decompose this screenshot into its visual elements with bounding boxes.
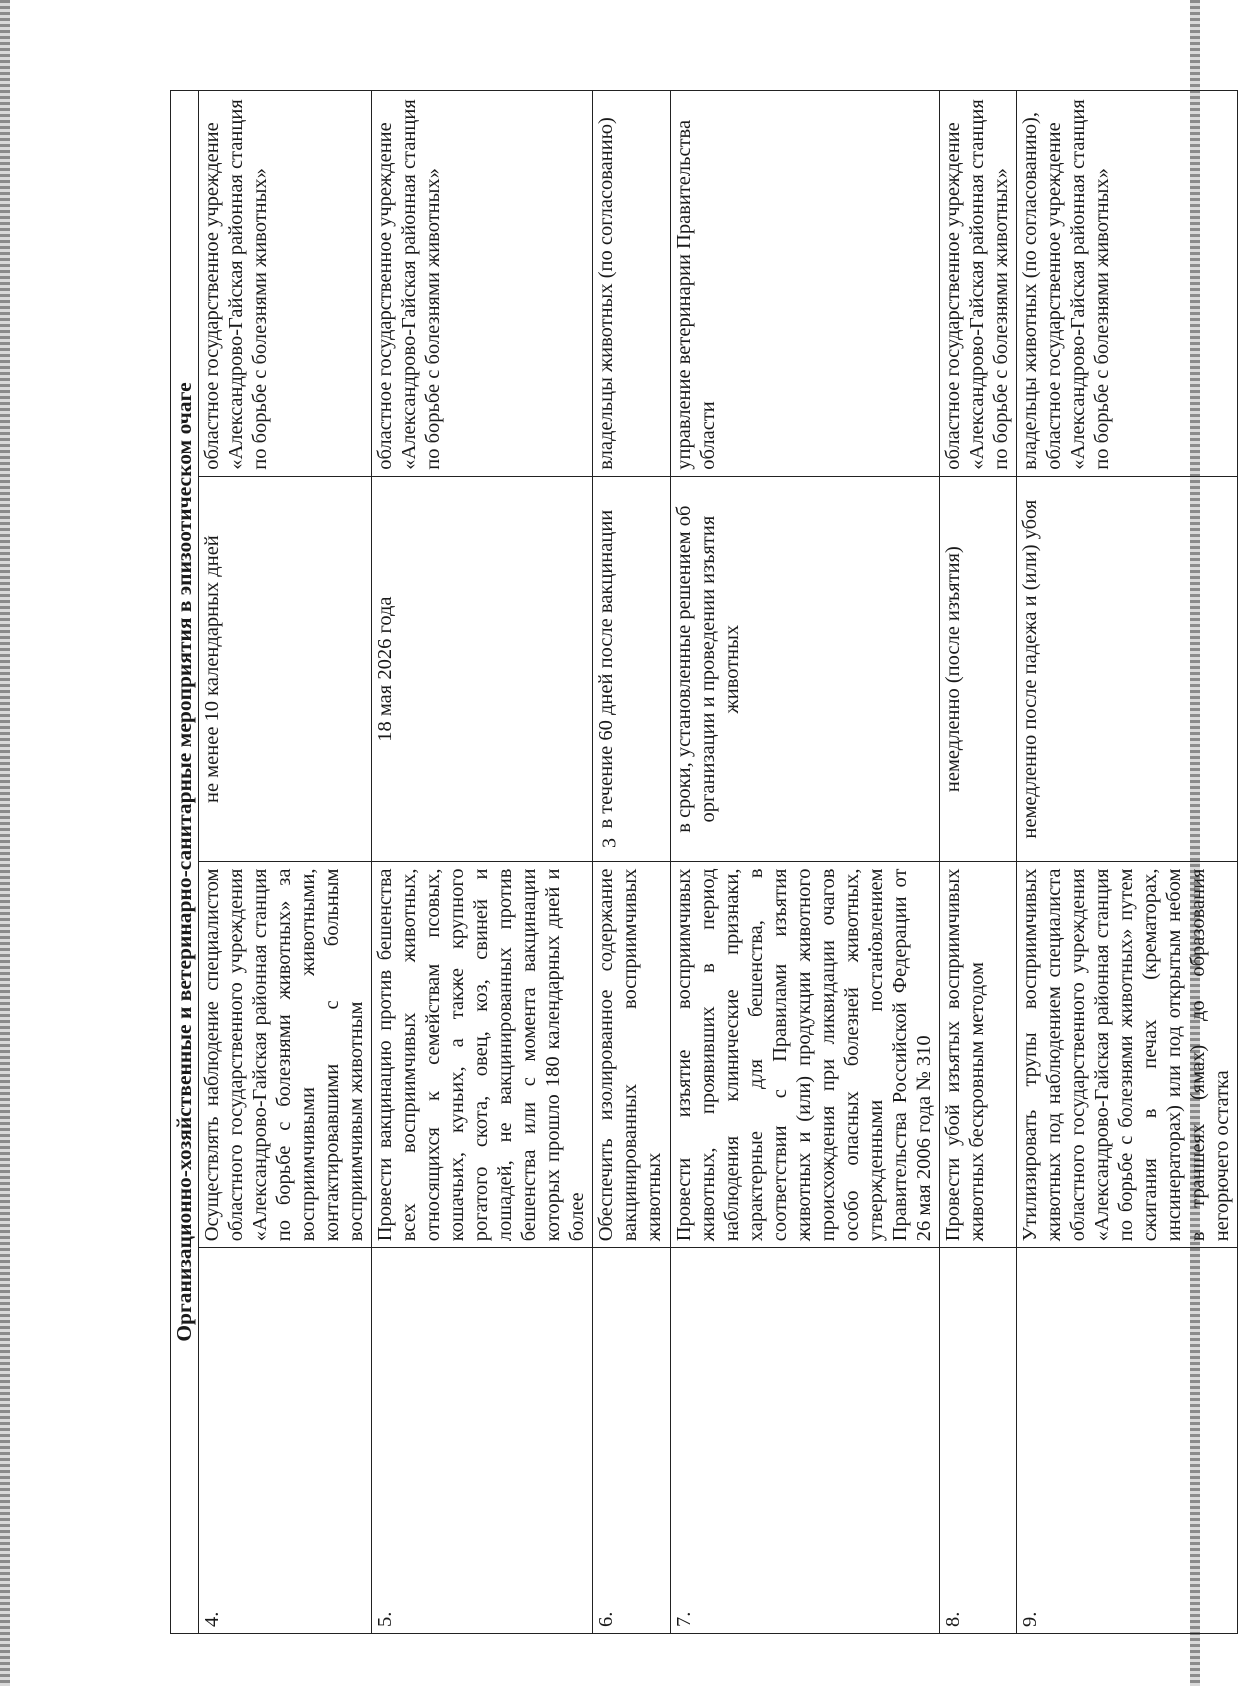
- deadline-text: немедленно (после изъятия): [939, 476, 1016, 862]
- section-header-row: [171, 91, 199, 1634]
- row-number: 5.: [372, 1248, 593, 1634]
- table-row: [199, 91, 372, 1634]
- responsible-text: областное государственное учреждение «Александрово-Гайская районная станция по борьбе с болезнями животных»: [939, 91, 1016, 477]
- row-number: 8.: [939, 1248, 1016, 1634]
- responsible-text: владельцы животных (по согласованию), областное государственное учреждение «Александрово-Гайская районная станция по борьбе с болезнями животных»: [1016, 91, 1237, 477]
- table-row: [670, 91, 939, 1634]
- responsible-text: владельцы животных (по согласованию): [592, 91, 670, 477]
- rotated-table-container: [170, 90, 1233, 1634]
- responsible-text: областное государственное учреждение «Александрово-Гайская районная станция по борьбе с болезнями животных»: [372, 91, 593, 477]
- measure-text: Провести убой изъятых восприимчивых животных бескровным методом: [939, 862, 1016, 1248]
- deadline-text: в сроки, установленные решением об организации и проведении изъятия животных: [670, 476, 939, 862]
- measure-text: Осуществлять наблюдение специалистом областного государственного учреждения «Александрово-Гайская районная станция по борьбе с болезнями животных» за восприимчивыми животными, контактировавшими с больным восприимчивым животным: [199, 862, 372, 1248]
- measure-text: Обеспечить изолированное содержание вакцинированных восприимчивых животных: [592, 862, 670, 1248]
- deadline-text: не менее 10 календарных дней: [199, 476, 372, 862]
- row-number: 9.: [1016, 1248, 1237, 1634]
- measure-text: Провести изъятие восприимчивых животных, проявивших в период наблюдения клинические признаки, характерные для бешенства, в соответствии с Правилами изъятия животных и (или) продукции животного происхождения при ликвидации очагов особо опасных болезней животных, утвержденными постановлением Правительства Российской Федерации от 26 мая 2006 года № 310: [670, 862, 939, 1248]
- measure-text: Провести вакцинацию против бешенства всех восприимчивых животных, относящихся к семействам псовых, кошачьих, куньих, а также крупного рогатого скота, овец, коз, свиней и лошадей, не вакцинированных против бешенства или с момента вакцинации которых прошло 180 календарных дней и более: [372, 862, 593, 1248]
- deadline-text: в течение 60 дней после вакцинации: [592, 476, 670, 862]
- table-row: [939, 91, 1016, 1634]
- row-number: 4.: [199, 1248, 372, 1634]
- table-row: [372, 91, 593, 1634]
- table-row: [592, 91, 670, 1634]
- responsible-text: управление ветеринарии Правительства области: [670, 91, 939, 477]
- page-number: 3: [598, 838, 621, 848]
- deadline-text: немедленно после падежа и (или) убоя: [1016, 476, 1237, 862]
- measure-text: Утилизировать трупы восприимчивых животных под наблюдением специалиста областного государственного учреждения «Александрово-Гайская районная станция по борьбе с болезнями животных» путем сжигания в печах (крематорах, инсинераторах) или под открытым небом в траншеях (ямах) до образования негорючего остатка: [1016, 862, 1237, 1248]
- table-landscape: [170, 90, 1233, 1634]
- row-number: 6.: [592, 1248, 670, 1634]
- row-number: 7.: [670, 1248, 939, 1634]
- measures-table: [170, 90, 1238, 1634]
- section-title: Организационно-хозяйственные и ветеринарно-санитарные мероприятия в эпизоотическом очаге: [171, 91, 199, 1634]
- responsible-text: областное государственное учреждение «Александрово-Гайская районная станция по борьбе с болезнями животных»: [199, 91, 372, 477]
- deadline-text: 18 мая 2026 года: [372, 476, 593, 862]
- table-row: [1016, 91, 1237, 1634]
- scan-edge-left: [0, 0, 10, 1686]
